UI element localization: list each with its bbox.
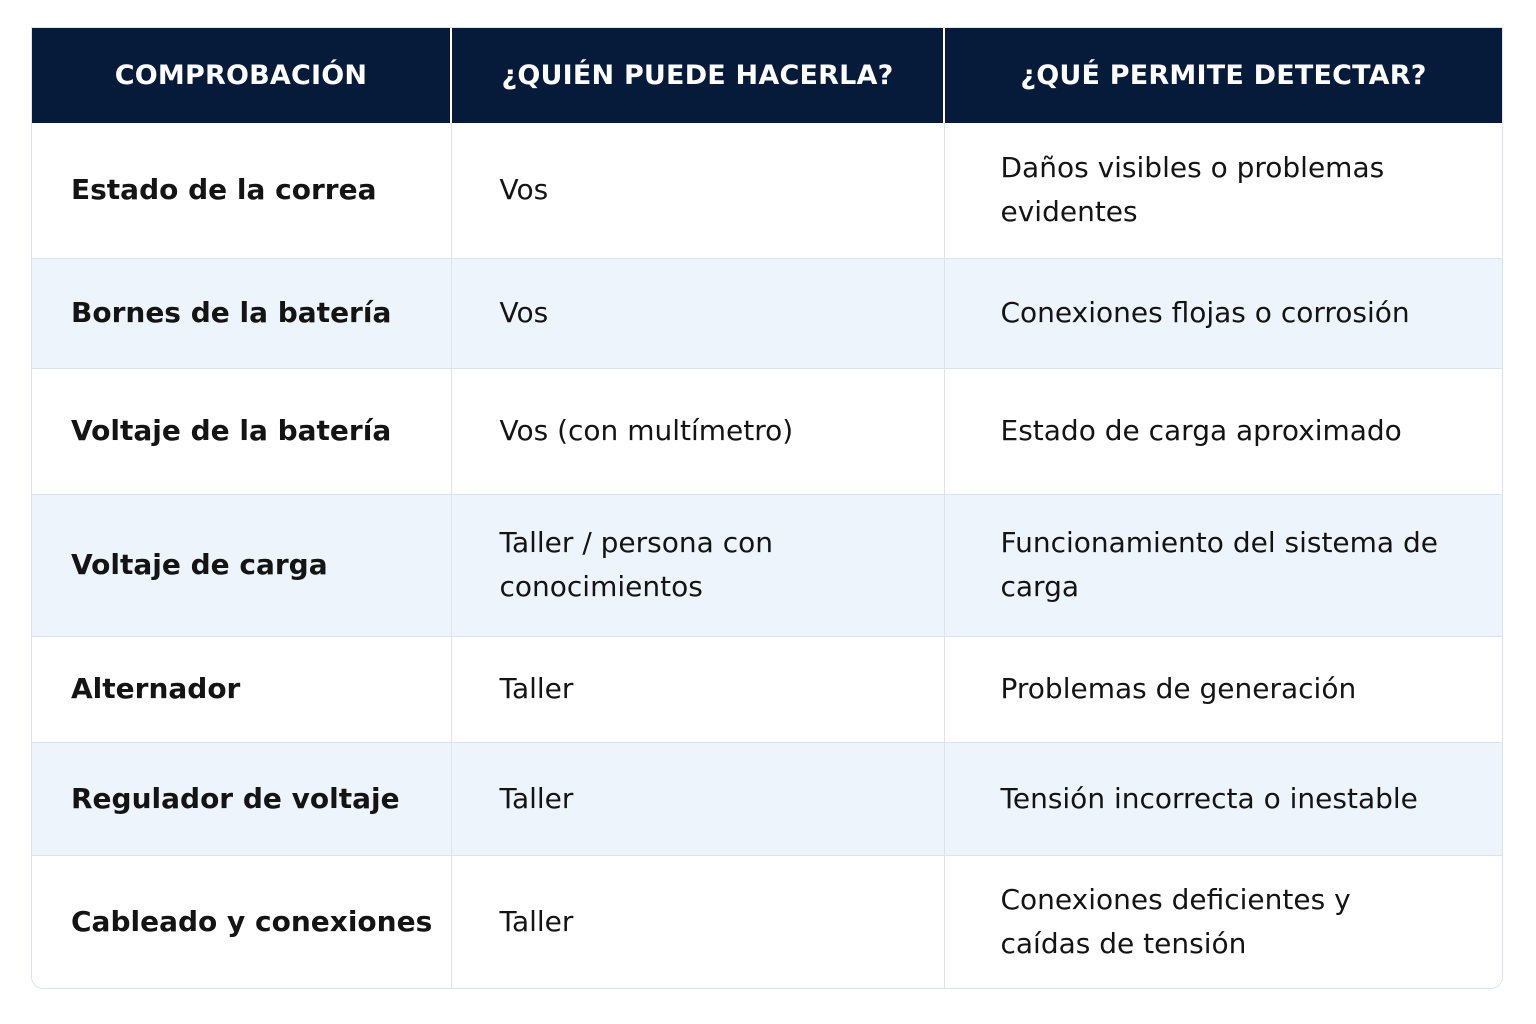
table-row [32, 258, 1502, 368]
detects-cell: Conexiones deficientes y caídas de tensión [944, 855, 1502, 988]
who-cell: Taller [451, 855, 944, 988]
check-cell: Voltaje de la batería [32, 368, 451, 494]
who-cell: Taller [451, 742, 944, 855]
checks-table [32, 28, 1502, 988]
table-row [32, 636, 1502, 742]
header-que-detecta: ¿QUÉ PERMITE DETECTAR? [944, 28, 1502, 123]
detects-cell: Daños visibles o problemas evidentes [944, 123, 1502, 258]
check-cell: Alternador [32, 636, 451, 742]
table-row [32, 855, 1502, 988]
header-comprobacion: COMPROBACIÓN [114, 60, 368, 91]
table-container [31, 27, 1503, 989]
table-row [32, 742, 1502, 855]
header-row [32, 28, 1502, 123]
table-row [32, 494, 1502, 636]
who-cell: Taller [451, 636, 944, 742]
detects-cell: Estado de carga aproximado [944, 368, 1502, 494]
detects-cell: Conexiones flojas o corrosión [944, 258, 1502, 368]
detects-cell: Funcionamiento del sistema de carga [944, 494, 1502, 636]
table-row [32, 368, 1502, 494]
check-cell: Estado de la correa [71, 173, 377, 207]
table-row [32, 123, 1502, 258]
header-quien: ¿QUIÉN PUEDE HACERLA? [451, 28, 944, 123]
check-cell: Regulador de voltaje [32, 742, 451, 855]
who-cell: Vos [451, 123, 944, 258]
check-cell: Cableado y conexiones [32, 855, 451, 988]
who-cell: Vos (con multímetro) [451, 368, 944, 494]
detects-cell: Problemas de generación [944, 636, 1502, 742]
who-cell: Taller / persona con conocimientos [451, 494, 944, 636]
who-cell: Vos [451, 258, 944, 368]
check-cell: Voltaje de carga [32, 494, 451, 636]
detects-cell: Tensión incorrecta o inestable [944, 742, 1502, 855]
check-cell: Bornes de la batería [32, 258, 451, 368]
